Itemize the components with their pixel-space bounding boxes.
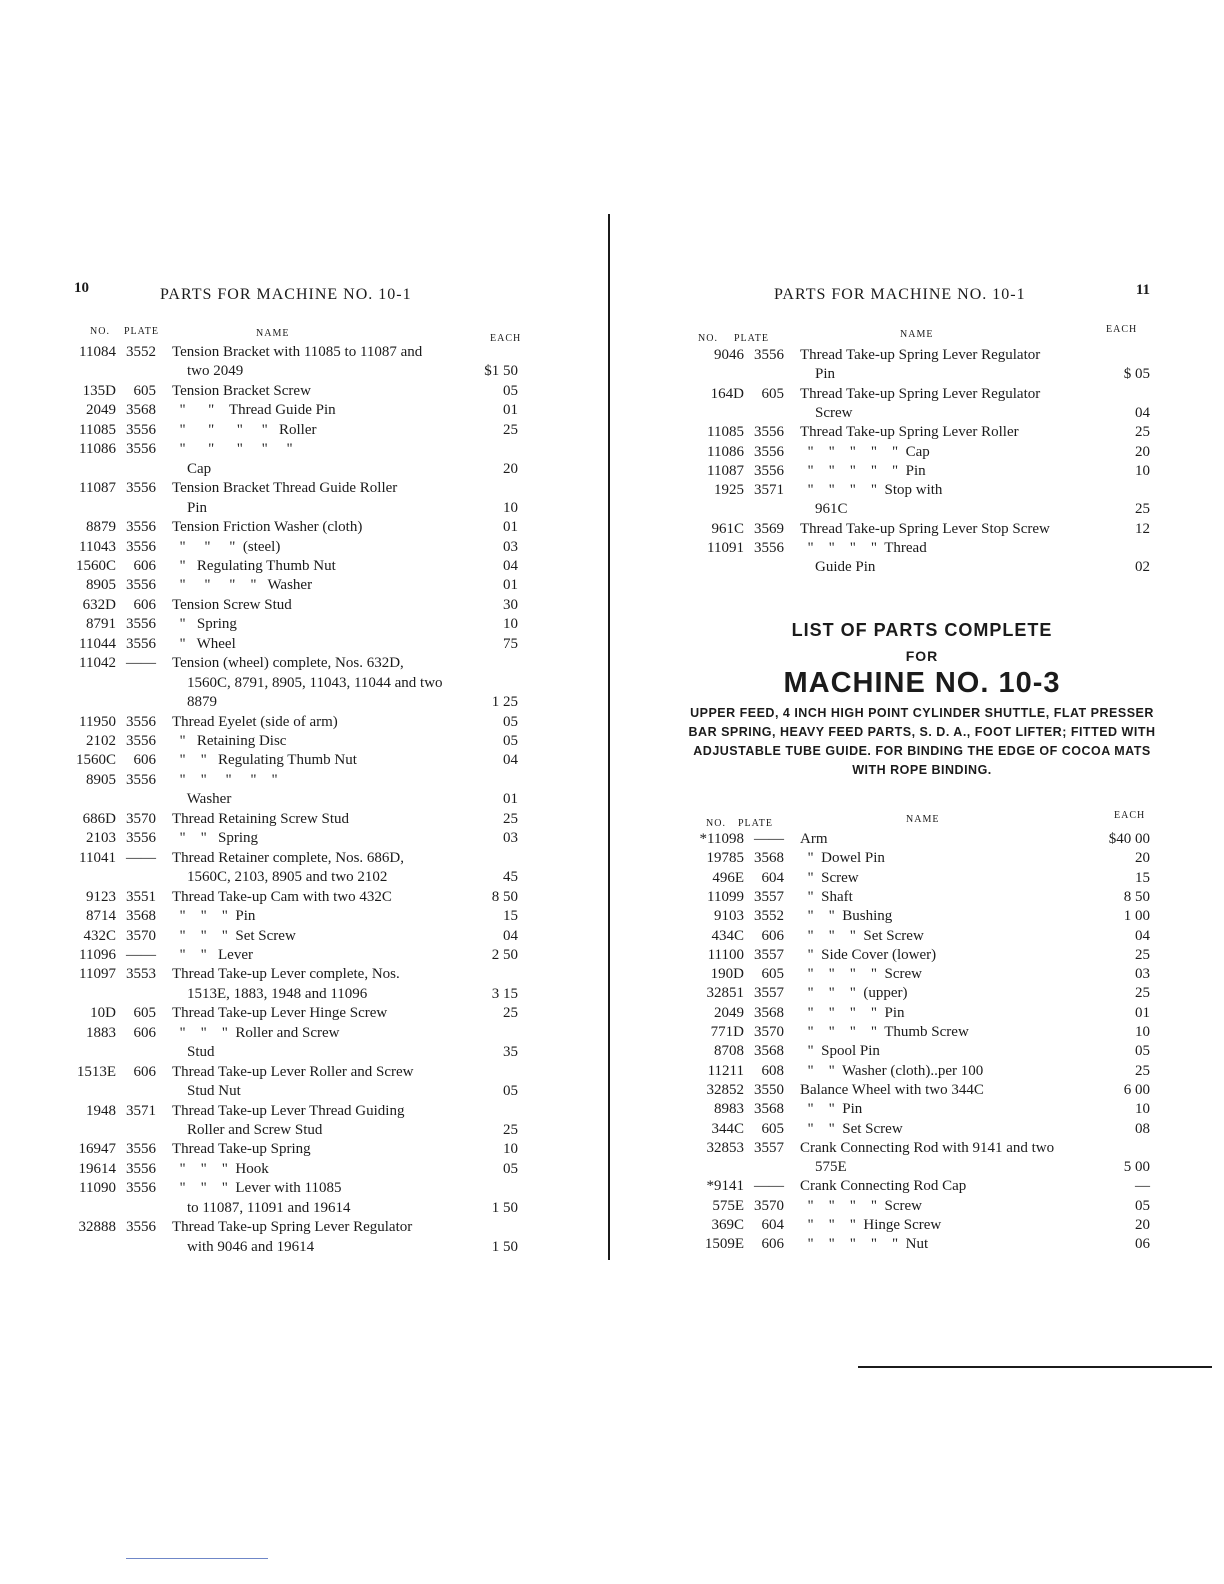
- unit-price: 04: [503, 752, 518, 769]
- plate-number: 3556: [754, 347, 784, 363]
- unit-price: 30: [503, 596, 518, 613]
- unit-price: 10: [503, 499, 518, 516]
- part-name: 961C: [800, 501, 848, 518]
- running-head: PARTS FOR MACHINE NO. 10-1: [160, 286, 412, 303]
- part-number: 771D: [710, 1024, 744, 1040]
- unit-price: 03: [503, 830, 518, 847]
- plate-number: ——: [754, 831, 784, 847]
- unit-price: 25: [1135, 946, 1150, 963]
- column-header-name: NAME: [906, 814, 940, 825]
- unit-price: 20: [1135, 443, 1150, 460]
- part-number: 19614: [78, 1160, 116, 1177]
- plate-number: ——: [754, 1178, 784, 1195]
- part-name: to 11087, 11091 and 19614: [172, 1199, 351, 1216]
- part-name: Thread Take-up Spring Lever Regulator: [800, 385, 1041, 402]
- part-name: Roller and Screw Stud: [172, 1122, 323, 1138]
- plate-number: 3556: [126, 421, 156, 438]
- part-name: " Wheel: [172, 635, 236, 652]
- unit-price: 01: [503, 791, 518, 808]
- page-gutter-rule: [608, 214, 610, 1260]
- plate-number: 605: [761, 1120, 784, 1137]
- part-number: 434C: [711, 927, 744, 944]
- part-number: 432C: [83, 927, 116, 944]
- part-number: 1948: [86, 1102, 116, 1119]
- part-name: Thread Take-up Lever Roller and Screw: [172, 1063, 414, 1080]
- part-number: 11085: [707, 424, 744, 441]
- unit-price: 04: [1135, 404, 1150, 421]
- part-number: 632D: [82, 596, 116, 613]
- plate-number: 3571: [754, 482, 784, 499]
- unit-price: 25: [503, 421, 518, 438]
- part-number: 19785: [706, 850, 744, 867]
- plate-number: ——: [126, 655, 156, 672]
- plate-number: 605: [133, 382, 156, 399]
- unit-price: 10: [1135, 1101, 1150, 1118]
- plate-number: 606: [761, 927, 784, 944]
- part-name: " " Washer (cloth)..per 100: [800, 1062, 984, 1079]
- unit-price: 8 50: [491, 888, 518, 905]
- unit-price: 6 00: [1123, 1081, 1150, 1098]
- plate-number: 3570: [126, 810, 156, 827]
- column-header-name: NAME: [900, 329, 934, 340]
- plate-number: 3556: [754, 540, 784, 556]
- part-name: " Retaining Disc: [172, 733, 287, 749]
- unit-price: 05: [1135, 1043, 1150, 1060]
- plate-number: 3557: [754, 888, 784, 905]
- part-name: " " " " Thread: [800, 540, 927, 556]
- part-name: Thread Retaining Screw Stud: [172, 810, 350, 827]
- part-name: " Side Cover (lower): [800, 946, 937, 963]
- plate-number: 3570: [754, 1197, 784, 1214]
- plate-number: 3568: [754, 850, 784, 867]
- part-name: Stud: [172, 1044, 215, 1061]
- plate-number: 3556: [126, 577, 156, 594]
- part-name: " " " Set Screw: [800, 927, 924, 944]
- unit-price: 1 50: [491, 1199, 518, 1216]
- part-number: 11086: [79, 441, 116, 458]
- column-header-no: NO.: [706, 818, 726, 829]
- part-name: Tension Bracket Screw: [172, 382, 311, 399]
- part-number: 11087: [79, 480, 116, 497]
- unit-price: 05: [503, 713, 518, 730]
- unit-price: 06: [1135, 1236, 1150, 1253]
- part-name: " " " (steel): [172, 538, 281, 555]
- unit-price: 15: [503, 908, 518, 925]
- part-number: 11211: [707, 1062, 744, 1079]
- part-name: Tension Friction Washer (cloth): [172, 519, 363, 536]
- plate-number: 3556: [126, 480, 156, 497]
- unit-price: 04: [503, 557, 518, 574]
- part-name: " " Spring: [172, 830, 259, 847]
- unit-price: 01: [503, 519, 518, 536]
- unit-price: 03: [1135, 966, 1150, 983]
- plate-number: 606: [133, 557, 156, 574]
- part-number: 11096: [79, 946, 116, 963]
- part-name: " " Pin: [800, 1101, 863, 1118]
- part-name: " " " " Screw: [800, 966, 922, 983]
- part-number: 11085: [79, 421, 116, 438]
- part-name: " " " " Thumb Screw: [800, 1024, 969, 1040]
- part-name: Arm: [800, 831, 828, 847]
- part-name: " Spool Pin: [800, 1043, 880, 1060]
- unit-price: 03: [503, 538, 518, 555]
- unit-price: 35: [503, 1044, 518, 1061]
- unit-price: 01: [1135, 1004, 1150, 1021]
- unit-price: 3 15: [491, 985, 518, 1002]
- unit-price: 1 50: [491, 1238, 518, 1255]
- part-number: 8983: [714, 1101, 744, 1118]
- column-header-plate: PLATE: [738, 818, 773, 829]
- part-number: 11097: [79, 966, 116, 983]
- part-number: 8791: [86, 616, 116, 633]
- part-name: Tension (wheel) complete, Nos. 632D,: [172, 655, 404, 672]
- part-number: *9141: [706, 1178, 744, 1195]
- part-name: Washer: [172, 791, 232, 808]
- part-number: 11042: [79, 655, 116, 672]
- part-number: 1560C: [75, 557, 116, 574]
- unit-price: 25: [1135, 985, 1150, 1002]
- part-number: 2102: [86, 733, 116, 749]
- footer-rule: [126, 1558, 268, 1559]
- unit-price: 20: [1135, 850, 1150, 867]
- column-header-each: EACH: [1106, 324, 1138, 335]
- part-number: 1925: [714, 482, 744, 499]
- page-number: 11: [1135, 282, 1150, 298]
- part-name: " " " " " Nut: [800, 1236, 929, 1253]
- plate-number: 3568: [754, 1043, 784, 1060]
- part-name: Crank Connecting Rod Cap: [800, 1178, 967, 1195]
- part-number: 164D: [710, 385, 744, 402]
- plate-number: 606: [133, 1063, 156, 1080]
- part-name: " " " " ": [172, 441, 293, 458]
- part-name: " " " " Washer: [172, 577, 313, 594]
- unit-price: 20: [503, 460, 518, 477]
- unit-price: 1 25: [491, 694, 518, 711]
- plate-number: 606: [133, 596, 156, 613]
- part-number: 2103: [86, 830, 116, 847]
- part-name: Thread Take-up Spring Lever Regulator: [172, 1219, 413, 1236]
- part-number: 10D: [90, 1005, 116, 1022]
- part-number: 1513E: [76, 1063, 116, 1080]
- unit-price: $40 00: [1108, 831, 1150, 847]
- part-number: 11084: [79, 344, 116, 360]
- unit-price: 12: [1135, 520, 1150, 537]
- part-number: 2049: [86, 402, 116, 419]
- unit-price: 10: [1135, 1024, 1150, 1040]
- plate-number: 3552: [126, 344, 156, 360]
- plate-number: 3568: [754, 1101, 784, 1118]
- unit-price: 02: [1135, 559, 1150, 576]
- part-name: Thread Take-up Spring: [172, 1141, 311, 1158]
- part-name: Thread Take-up Lever complete, Nos.: [172, 966, 400, 983]
- part-number: 11950: [79, 713, 116, 730]
- part-name: " " " Hook: [172, 1160, 269, 1177]
- part-number: 496E: [712, 869, 744, 886]
- part-name: " " Lever: [172, 946, 253, 963]
- unit-price: 5 00: [1123, 1159, 1150, 1176]
- plate-number: 606: [761, 1236, 784, 1253]
- plate-number: ——: [126, 849, 156, 866]
- part-name: Tension Bracket Thread Guide Roller: [172, 480, 398, 497]
- plate-number: 3556: [126, 635, 156, 652]
- column-header-plate: PLATE: [124, 326, 159, 337]
- plate-number: 3569: [754, 520, 784, 537]
- part-number: 8708: [714, 1043, 744, 1060]
- unit-price: 10: [1135, 462, 1150, 479]
- plate-number: 3556: [126, 538, 156, 555]
- plate-number: 605: [761, 966, 784, 983]
- part-name: 1560C, 2103, 8905 and two 2102: [172, 869, 388, 886]
- plate-number: 3553: [126, 966, 156, 983]
- plate-number: 3556: [754, 424, 784, 441]
- plate-number: 3556: [126, 1160, 156, 1177]
- column-header-no: NO.: [698, 333, 718, 344]
- part-name: Thread Eyelet (side of arm): [172, 713, 338, 730]
- unit-price: 25: [503, 1005, 518, 1022]
- machine-title: MACHINE NO. 10-3: [783, 667, 1061, 699]
- plate-number: 3556: [126, 1141, 156, 1158]
- part-name: Pin: [172, 499, 208, 516]
- part-name: " Screw: [800, 869, 859, 886]
- part-name: " " " " " Cap: [800, 443, 930, 460]
- part-name: " " " Pin: [172, 908, 256, 925]
- part-number: 575E: [712, 1197, 744, 1214]
- part-name: " " Regulating Thumb Nut: [172, 752, 357, 769]
- part-name: " " Thread Guide Pin: [172, 402, 336, 419]
- list-title: LIST OF PARTS COMPLETE: [791, 620, 1053, 640]
- part-name: Stud Nut: [172, 1083, 241, 1100]
- plate-number: 3556: [126, 733, 156, 749]
- part-number: 1560C: [75, 752, 116, 769]
- part-name: Thread Take-up Lever Thread Guiding: [172, 1102, 405, 1119]
- column-header-each: EACH: [490, 333, 522, 344]
- plate-number: 3557: [754, 946, 784, 963]
- part-name: " " " " Roller: [172, 421, 317, 438]
- unit-price: 08: [1135, 1120, 1150, 1137]
- plate-number: 606: [133, 752, 156, 769]
- part-number: 11041: [79, 849, 116, 866]
- part-number: 11086: [707, 443, 744, 460]
- part-name: " " " " Pin: [800, 1004, 905, 1021]
- part-number: 961C: [711, 520, 744, 537]
- plate-number: 3568: [126, 402, 156, 419]
- unit-price: 10: [503, 1141, 518, 1158]
- part-number: 32851: [706, 985, 744, 1002]
- part-name: " " " Set Screw: [172, 927, 296, 944]
- footer-rule: [858, 1366, 1212, 1368]
- unit-price: —: [1135, 1178, 1150, 1195]
- part-name: " " " Hinge Screw: [800, 1217, 942, 1233]
- part-name: Tension Screw Stud: [172, 596, 292, 613]
- part-number: 11043: [79, 538, 116, 555]
- unit-price: $ 05: [1123, 366, 1150, 383]
- unit-price: 05: [503, 1160, 518, 1177]
- part-name: Thread Take-up Cam with two 432C: [172, 888, 392, 905]
- unit-price: 25: [503, 810, 518, 827]
- part-number: 32888: [78, 1219, 116, 1236]
- part-name: 8879: [172, 694, 217, 711]
- part-number: 8905: [86, 577, 116, 594]
- unit-price: 25: [1135, 1062, 1150, 1079]
- plate-number: 3570: [126, 927, 156, 944]
- part-name: Thread Retainer complete, Nos. 686D,: [172, 849, 405, 866]
- unit-price: 15: [1135, 869, 1150, 886]
- part-number: *11098: [699, 831, 744, 847]
- part-name: Balance Wheel with two 344C: [800, 1081, 984, 1098]
- part-number: 8905: [86, 771, 116, 788]
- part-number: 135D: [82, 382, 116, 399]
- unit-price: 04: [1135, 927, 1150, 944]
- part-name: Cap: [172, 460, 212, 477]
- plate-number: 3556: [126, 519, 156, 536]
- unit-price: 25: [503, 1122, 518, 1138]
- part-name: 1560C, 8791, 8905, 11043, 11044 and two: [172, 674, 443, 691]
- plate-number: 3556: [126, 616, 156, 633]
- plate-number: 606: [133, 1024, 156, 1041]
- plate-number: 3556: [126, 1180, 156, 1197]
- unit-price: 05: [503, 1083, 518, 1100]
- part-number: 11090: [79, 1180, 116, 1197]
- part-name: " " Bushing: [800, 908, 893, 925]
- plate-number: 604: [761, 1217, 784, 1233]
- part-name: two 2049: [172, 363, 244, 380]
- column-header-plate: PLATE: [734, 333, 769, 344]
- part-name: Guide Pin: [800, 559, 876, 576]
- part-name: 1513E, 1883, 1948 and 11096: [172, 985, 368, 1002]
- plate-number: 3557: [754, 985, 784, 1002]
- unit-price: $1 50: [484, 363, 518, 380]
- plate-number: 3556: [126, 1219, 156, 1236]
- plate-number: 3552: [754, 908, 784, 925]
- part-name: Crank Connecting Rod with 9141 and two: [800, 1139, 1055, 1156]
- part-name: " " " Roller and Screw: [172, 1024, 340, 1041]
- plate-number: 3557: [754, 1139, 784, 1156]
- plate-number: 605: [761, 385, 784, 402]
- unit-price: 45: [503, 869, 518, 886]
- part-number: 11087: [707, 462, 744, 479]
- part-name: " Shaft: [800, 888, 853, 905]
- unit-price: 01: [503, 402, 518, 419]
- part-name: " " " " ": [172, 771, 278, 788]
- plate-number: 3571: [126, 1102, 156, 1119]
- part-number: 9123: [86, 888, 116, 905]
- part-name: " Regulating Thumb Nut: [172, 557, 336, 574]
- unit-price: 20: [1135, 1217, 1150, 1233]
- plate-number: 3556: [126, 441, 156, 458]
- unit-price: 01: [503, 577, 518, 594]
- unit-price: 05: [503, 382, 518, 399]
- part-number: 190D: [710, 966, 744, 983]
- unit-price: 04: [503, 927, 518, 944]
- part-name: " Spring: [172, 616, 237, 633]
- running-head: PARTS FOR MACHINE NO. 10-1: [774, 286, 1026, 303]
- unit-price: 8 50: [1123, 888, 1150, 905]
- plate-number: 605: [133, 1005, 156, 1022]
- plate-number: ——: [126, 946, 156, 963]
- part-name: Pin: [800, 366, 836, 383]
- part-number: 344C: [711, 1120, 744, 1137]
- column-header-each: EACH: [1114, 810, 1146, 821]
- part-name: Thread Take-up Spring Lever Stop Screw: [800, 520, 1050, 537]
- unit-price: 05: [503, 733, 518, 749]
- part-number: 11091: [707, 540, 744, 556]
- part-name: with 9046 and 19614: [172, 1238, 315, 1255]
- part-number: 9103: [714, 908, 744, 925]
- machine-description: UPPER FEED, 4 INCH HIGH POINT CYLINDER SHUTTLE, FLAT PRESSER BAR SPRING, HEAVY FEED PARTS, S. D. A., FOOT LIFTER; FITTED WITH ADJUSTABLE TUBE GUIDE. FOR BINDING THE EDGE OF COCOA MATS WITH ROPE BINDING.: [688, 706, 1156, 777]
- plate-number: 3551: [126, 888, 156, 905]
- plate-number: 3556: [754, 462, 784, 479]
- unit-price: 75: [503, 635, 518, 652]
- part-name: Thread Take-up Lever Hinge Screw: [172, 1005, 388, 1022]
- part-number: 2049: [714, 1004, 744, 1021]
- part-number: 369C: [711, 1217, 744, 1233]
- part-name: Thread Take-up Spring Lever Roller: [800, 424, 1019, 441]
- part-number: 32853: [706, 1139, 744, 1156]
- part-number: 11044: [79, 635, 116, 652]
- part-number: 32852: [706, 1081, 744, 1098]
- column-header-name: NAME: [256, 328, 290, 339]
- unit-price: 05: [1135, 1197, 1150, 1214]
- plate-number: 3550: [754, 1081, 784, 1098]
- part-name: Screw: [800, 404, 853, 421]
- unit-price: 1 00: [1123, 908, 1150, 925]
- plate-number: 3556: [126, 771, 156, 788]
- part-name: " " Set Screw: [800, 1120, 903, 1137]
- part-name: " " " " Stop with: [800, 482, 943, 499]
- unit-price: 10: [503, 616, 518, 633]
- plate-number: 3556: [754, 443, 784, 460]
- part-name: " Dowel Pin: [800, 850, 885, 867]
- part-number: 11100: [707, 946, 744, 963]
- list-title-for: FOR: [905, 648, 939, 664]
- plate-number: 3568: [126, 908, 156, 925]
- part-number: 686D: [82, 810, 116, 827]
- part-name: " " " Lever with 11085: [172, 1180, 342, 1197]
- plate-number: 604: [761, 869, 784, 886]
- plate-number: 3556: [126, 713, 156, 730]
- part-number: 8714: [86, 908, 116, 925]
- plate-number: 3556: [126, 830, 156, 847]
- unit-price: 2 50: [491, 946, 518, 963]
- part-name: " " " " Screw: [800, 1197, 922, 1214]
- part-name: " " " (upper): [800, 985, 908, 1002]
- page-number: 10: [74, 280, 89, 296]
- part-number: 16947: [78, 1141, 116, 1158]
- part-number: 8879: [86, 519, 116, 536]
- part-name: Tension Bracket with 11085 to 11087 and: [172, 344, 423, 360]
- plate-number: 3570: [754, 1024, 784, 1040]
- unit-price: 25: [1135, 424, 1150, 441]
- part-number: 1883: [86, 1024, 116, 1041]
- part-name: " " " " " Pin: [800, 462, 926, 479]
- part-number: 1509E: [704, 1236, 744, 1253]
- part-name: 575E: [800, 1159, 847, 1176]
- column-header-no: NO.: [90, 326, 110, 337]
- plate-number: 608: [761, 1062, 784, 1079]
- plate-number: 3568: [754, 1004, 784, 1021]
- unit-price: 25: [1135, 501, 1150, 518]
- part-number: 11099: [707, 888, 744, 905]
- part-number: 9046: [714, 347, 744, 363]
- part-name: Thread Take-up Spring Lever Regulator: [800, 347, 1041, 363]
